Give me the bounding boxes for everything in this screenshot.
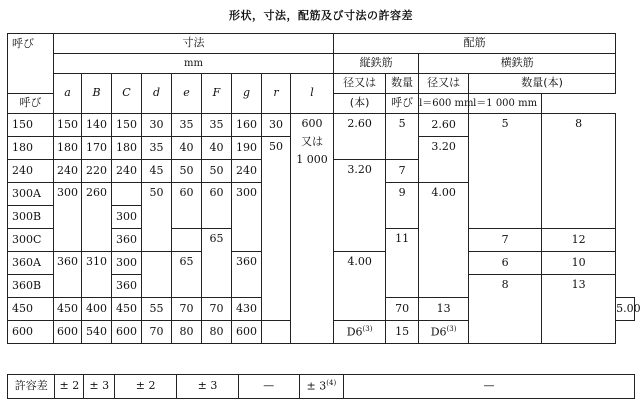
- cell-a: 180: [54, 137, 82, 160]
- cell-e: 70: [172, 298, 202, 321]
- cell-a: 300: [54, 183, 82, 252]
- cell-yoko-d: 3.20: [419, 137, 469, 183]
- cell-n600: 7: [469, 229, 542, 252]
- header-haikin: 配筋: [334, 34, 616, 54]
- header-dim-e: e: [172, 74, 202, 114]
- table-row-yobi: 150: [8, 114, 54, 137]
- cell-C: 180: [112, 137, 142, 160]
- cell-d: 55: [142, 298, 172, 321]
- cell-e: 65: [172, 252, 202, 298]
- cell-g: 240: [232, 160, 262, 183]
- cell-tate-d: 3.20: [334, 160, 386, 252]
- header-yoko-kei: 径又は: [419, 74, 469, 94]
- cell-a: 360: [54, 252, 82, 298]
- tolerance-C-d: ± 2: [115, 375, 177, 399]
- tolerance-rest: —: [344, 375, 635, 399]
- cell-F: 80: [202, 321, 232, 344]
- header-yoko-suryo: 数量(本): [469, 74, 616, 94]
- cell-n600: 5: [469, 114, 542, 229]
- cell-B: 540: [82, 321, 112, 344]
- cell-C: 150: [112, 114, 142, 137]
- cell-e: 35: [172, 114, 202, 137]
- cell-r: 50: [262, 137, 291, 321]
- cell-B: 140: [82, 114, 112, 137]
- header-l1000: l＝1 000 mm: [469, 94, 542, 114]
- l-value-or: 又は: [301, 135, 324, 149]
- cell-g: 600: [232, 321, 262, 344]
- tolerance-label: 許容差: [8, 375, 55, 399]
- cell-e: [172, 229, 202, 252]
- cell-C: 360: [112, 275, 142, 298]
- table-row-yobi: 300A: [8, 183, 54, 206]
- cell-g: 430: [232, 298, 262, 321]
- header-dim-l: l: [291, 74, 334, 114]
- l-value-600: 600: [301, 117, 323, 130]
- table-row-yobi: 360B: [8, 275, 54, 298]
- cell-C: 450: [112, 298, 142, 321]
- header-dim-F: F: [202, 74, 232, 114]
- header-dim-B: B: [82, 74, 112, 114]
- table-row-yobi: 300B: [8, 206, 54, 229]
- cell-B: 220: [82, 160, 112, 183]
- header-dim-C: C: [112, 74, 142, 114]
- cell-C: 360: [112, 229, 142, 252]
- cell-e: 80: [172, 321, 202, 344]
- header-yoko: 横鉄筋: [419, 54, 616, 74]
- cell-r: [262, 321, 291, 344]
- cell-g: 190: [232, 137, 262, 160]
- cell-tate-n: 15: [386, 321, 419, 344]
- cell-tate-n: 9: [386, 183, 419, 229]
- header-dim-a: a: [54, 74, 82, 114]
- cell-C: 300: [112, 252, 142, 275]
- header-tate-suryo: 数量: [386, 74, 419, 94]
- cell-B: 400: [82, 298, 112, 321]
- cell-n600: 6: [469, 252, 542, 275]
- table-row-yobi: 600: [8, 321, 54, 344]
- cell-r: 70: [386, 298, 419, 321]
- cell-B: 260: [82, 183, 112, 252]
- cell-d: 45: [142, 160, 172, 183]
- cell-tate-d: 2.60: [334, 114, 386, 160]
- l-value-1000: 1 000: [296, 153, 328, 167]
- tolerance-r-value: ± 3: [306, 379, 327, 393]
- cell-e: 60: [172, 183, 202, 229]
- cell-F: 70: [202, 298, 232, 321]
- cell-C: 300: [112, 206, 142, 229]
- table-row-yobi: 240: [8, 160, 54, 183]
- cell-d: [142, 252, 172, 298]
- cell-C: 600: [112, 321, 142, 344]
- table-row-yobi: 360A: [8, 252, 54, 275]
- header-dim-r: r: [262, 74, 291, 114]
- cell-C: [112, 183, 142, 206]
- cell-d: 35: [142, 137, 172, 160]
- cell-F: 65: [202, 229, 232, 298]
- header-dim-g: g: [232, 74, 262, 114]
- tolerance-r: [299, 375, 343, 399]
- cell-n600: 8: [469, 275, 542, 344]
- cell-B: 170: [82, 137, 112, 160]
- cell-n1000: 10: [542, 252, 616, 275]
- yoko-d-note: (3): [446, 324, 457, 333]
- yoko-d-value: D6: [430, 325, 447, 339]
- cell-d: 30: [142, 114, 172, 137]
- cell-tate-d: 4.00: [334, 252, 386, 321]
- cell-yoko-d: 2.60: [419, 114, 469, 137]
- cell-a: 150: [54, 114, 82, 137]
- cell-e: 50: [172, 160, 202, 183]
- header-dim-d: d: [142, 74, 172, 114]
- cell-n1000: 12: [542, 229, 616, 252]
- cell-n1000: 8: [542, 114, 616, 229]
- tolerance-a: ± 2: [55, 375, 84, 399]
- header-unit: mm: [54, 54, 334, 74]
- cell-C: 240: [112, 160, 142, 183]
- cell-yoko-d: [419, 321, 469, 344]
- table-row-yobi: 300C: [8, 229, 54, 252]
- cell-g: 360: [232, 252, 262, 298]
- cell-tate-n: 7: [386, 160, 419, 183]
- cell-d: 70: [142, 321, 172, 344]
- cell-a: 240: [54, 160, 82, 183]
- header-tate-kei: 径又は: [334, 74, 386, 94]
- cell-l-group: [291, 114, 334, 344]
- cell-F: 50: [202, 160, 232, 183]
- cell-g: 160: [232, 114, 262, 137]
- tate-d-value: D6: [346, 325, 363, 339]
- cell-d: 50: [142, 183, 172, 252]
- tate-d-note: (3): [362, 324, 373, 333]
- cell-e: 40: [172, 137, 202, 160]
- tolerance-g: —: [238, 375, 299, 399]
- cell-tate-d: [334, 321, 386, 344]
- cell-tate-n: 5: [386, 114, 419, 160]
- header-tate: 縦鉄筋: [334, 54, 419, 74]
- table-title: 形状，寸法，配筋及び寸法の許容差: [229, 9, 413, 22]
- header-yobi: 呼び: [8, 34, 54, 94]
- cell-tate-n: 11: [386, 229, 419, 298]
- tolerance-e-F: ± 3: [177, 375, 239, 399]
- cell-F: 60: [202, 183, 232, 229]
- header-tate-hon: (本): [334, 94, 386, 114]
- header-yoko-yobi: 呼び: [386, 94, 419, 114]
- cell-g: 300: [232, 183, 262, 252]
- header-l600: l＝600 mm: [419, 94, 469, 114]
- cell-yoko-d: 4.00: [419, 183, 469, 298]
- cell-F: 35: [202, 114, 232, 137]
- tolerance-table: [7, 374, 635, 399]
- header-tate-yobi: 呼び: [8, 94, 54, 114]
- cell-r: 30: [262, 114, 291, 137]
- cell-B: 310: [82, 252, 112, 298]
- cell-F: 40: [202, 137, 232, 160]
- cell-a: 600: [54, 321, 82, 344]
- cell-yoko-d: 5.00: [616, 298, 635, 321]
- tolerance-r-note: (4): [326, 379, 337, 388]
- dimension-table: [7, 33, 641, 344]
- cell-a: 450: [54, 298, 82, 321]
- cell-n1000: 13: [542, 275, 616, 344]
- table-row-yobi: 180: [8, 137, 54, 160]
- tolerance-B: ± 3: [84, 375, 115, 399]
- cell-tate-n: 13: [419, 298, 469, 321]
- header-sunpo: 寸法: [54, 34, 334, 54]
- table-row-yobi: 450: [8, 298, 54, 321]
